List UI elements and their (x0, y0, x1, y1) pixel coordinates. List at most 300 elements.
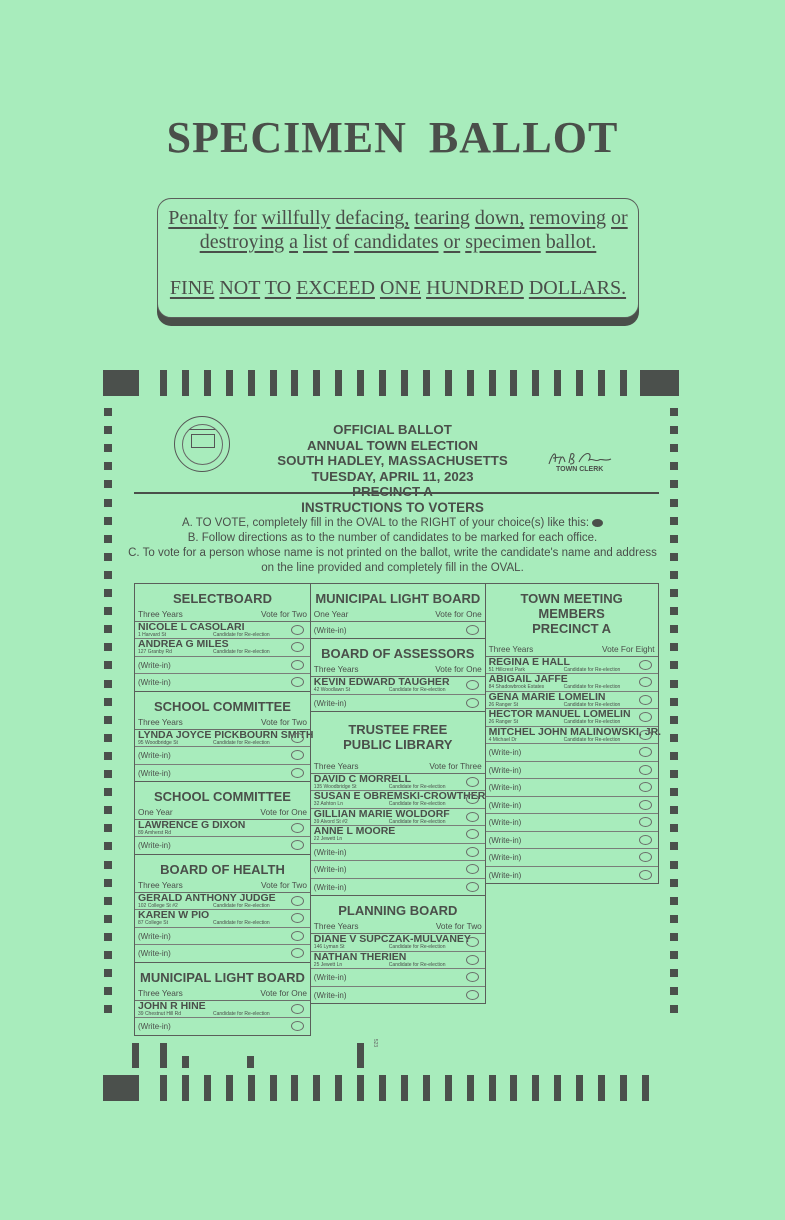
write-in-row[interactable] (135, 837, 310, 854)
timing-mark (104, 770, 112, 778)
race-title (486, 584, 658, 644)
candidate-row[interactable] (135, 728, 314, 748)
vote-oval-icon[interactable] (466, 698, 479, 708)
instruction-c: C. To vote for a person whose name is not printed on the ballot, write the candidate's name and address (128, 547, 657, 559)
write-in-row[interactable] (135, 945, 310, 962)
timing-mark (670, 752, 678, 760)
write-in-row[interactable] (486, 762, 658, 780)
timing-mark (670, 824, 678, 832)
candidate-address: 4 Michael Dr (488, 736, 517, 743)
candidate-note: Candidate for Re-election (388, 801, 446, 808)
vote-oval-icon[interactable] (466, 882, 479, 892)
candidate-row[interactable] (311, 826, 485, 844)
candidate-row[interactable] (135, 893, 310, 911)
candidate-name: LAWRENCE G DIXON (138, 818, 246, 831)
candidate-name: GENA MARIE LOMELIN (488, 690, 606, 703)
penalty-word: DOLLARS. (528, 277, 627, 299)
candidate-row[interactable] (311, 791, 485, 809)
candidate-name: JOHN R HINE (138, 999, 206, 1012)
candidate-address: 22 Jewett Ln (313, 836, 343, 843)
penalty-word: candidates (354, 231, 439, 253)
timing-mark (670, 842, 678, 850)
vote-oval-icon[interactable] (291, 1021, 304, 1031)
penalty-notice (157, 198, 639, 318)
candidate-name: GILLIAN MARIE WOLDORF (313, 807, 450, 820)
candidate-address: 39 Chestnut Hill Rd (138, 1010, 182, 1017)
instruction-a: A. TO VOTE, completely fill in the OVAL to the RIGHT of your choice(s) like this: (0, 516, 785, 531)
penalty-word: ONE (379, 277, 422, 299)
vote-oval-icon[interactable] (291, 931, 304, 941)
candidate-row[interactable] (486, 657, 658, 675)
voter-instructions (0, 500, 785, 576)
write-in-line[interactable]: (Write-in) (138, 931, 171, 941)
vote-oval-icon[interactable] (466, 937, 479, 947)
candidate-name: GERALD ANTHONY JUDGE (138, 891, 276, 904)
write-in-line[interactable]: (Write-in) (488, 818, 522, 828)
timing-mark (226, 370, 233, 396)
penalty-word: tearing (414, 207, 470, 229)
race-vote-for: Vote for Three (429, 760, 482, 771)
candidate-name: NICOLE L CASOLARI (138, 620, 245, 633)
vote-oval-icon[interactable] (291, 913, 304, 923)
penalty-word: EXCEED (296, 277, 375, 299)
candidate-name: HECTOR MANUEL LOMELIN (488, 708, 631, 721)
write-in-row[interactable] (135, 928, 310, 946)
timing-mark (670, 861, 678, 869)
timing-mark (160, 1075, 167, 1101)
candidate-name: MITCHEL JOHN MALINOWSKI, JR. (488, 725, 662, 738)
vote-oval-icon[interactable] (291, 733, 304, 743)
vote-oval-icon[interactable] (639, 747, 652, 757)
instruction-b: B. Follow directions as to the number of candidates to be marked for each office. (187, 532, 598, 544)
candidate-note: Candidate for Re-election (213, 739, 270, 746)
candidate-note: Candidate for Re-election (388, 818, 446, 825)
penalty-word: TO (264, 277, 292, 299)
write-in-row[interactable] (486, 814, 658, 832)
candidate-row[interactable] (311, 774, 485, 792)
vote-oval-icon[interactable] (639, 677, 652, 687)
write-in-line[interactable]: (Write-in) (138, 841, 171, 851)
timing-mark (335, 1075, 342, 1101)
timing-mark (104, 698, 112, 706)
specimen-ballot-title: SPECIMEN BALLOT (166, 113, 619, 162)
write-in-row[interactable] (311, 844, 485, 862)
timing-mark (357, 1043, 364, 1068)
timing-mark (270, 1075, 277, 1101)
timing-mark (576, 370, 583, 396)
candidate-name: REGINA E HALL (488, 655, 570, 668)
timing-mark (620, 370, 627, 396)
vote-oval-icon[interactable] (291, 768, 304, 778)
candidate-name: SUSAN E OBREMSKI-CROWTHER (313, 790, 486, 803)
vote-oval-icon[interactable] (466, 777, 479, 787)
vote-oval-icon[interactable] (291, 948, 304, 958)
vote-oval-icon[interactable] (291, 840, 304, 850)
clerk-signature-icon (545, 448, 617, 468)
timing-mark (104, 806, 112, 814)
race-municipal-light-board (310, 583, 486, 640)
write-in-row[interactable] (135, 747, 310, 765)
write-in-line[interactable]: (Write-in) (313, 698, 347, 708)
vote-oval-icon[interactable] (639, 765, 652, 775)
vote-oval-icon[interactable] (466, 955, 479, 965)
race-title: BOARD OF HEALTH (160, 861, 285, 877)
race-term-row (311, 609, 485, 622)
vote-oval-icon[interactable] (639, 835, 652, 845)
penalty-word: or (443, 231, 461, 253)
candidate-note: Candidate for Re-election (213, 1010, 270, 1017)
race-vote-for: Vote for One (260, 987, 307, 998)
vote-oval-icon[interactable] (291, 823, 304, 833)
penalty-word: or (611, 207, 628, 229)
candidate-note: Candidate for Re-election (563, 701, 621, 708)
timing-mark (248, 370, 255, 396)
penalty-word: list (303, 231, 328, 253)
candidate-row[interactable] (311, 952, 485, 970)
timing-mark (313, 1075, 320, 1101)
write-in-line[interactable]: (Write-in) (488, 853, 522, 863)
candidate-name: DAVID C MORRELL (313, 772, 412, 785)
race-term: Three Years (138, 879, 183, 890)
write-in-line[interactable]: (Write-in) (138, 768, 171, 778)
timing-mark (670, 680, 678, 688)
timing-mark (270, 370, 277, 396)
write-in-row[interactable] (486, 779, 658, 797)
vote-oval-icon[interactable] (466, 864, 479, 874)
timing-mark (379, 1075, 386, 1101)
race-planning-board (310, 895, 486, 1004)
write-in-row[interactable] (311, 969, 485, 987)
timing-mark (467, 1075, 474, 1101)
timing-mark (182, 1075, 189, 1101)
candidate-note: Candidate for Re-election (563, 666, 621, 673)
vote-oval-icon[interactable] (466, 829, 479, 839)
write-in-row[interactable] (486, 849, 658, 867)
write-in-line[interactable]: (Write-in) (488, 835, 522, 845)
race-vote-for: Vote for One (435, 608, 482, 619)
candidate-address: 84 Shadowbrook Estates (488, 684, 545, 691)
timing-mark (104, 716, 112, 724)
timing-mark (104, 752, 112, 760)
vote-oval-icon[interactable] (639, 695, 652, 705)
write-in-line[interactable]: (Write-in) (138, 1022, 171, 1032)
timing-mark (670, 951, 678, 959)
race-title-line-2: PRECINCT A (532, 620, 612, 636)
race-vote-for: Vote for Two (261, 608, 307, 619)
candidate-note: Candidate for Re-election (213, 649, 270, 656)
timing-mark (104, 842, 112, 850)
timing-mark (104, 607, 112, 615)
write-in-line[interactable]: (Write-in) (488, 748, 522, 758)
candidate-note: Candidate for Re-election (213, 631, 270, 638)
timing-mark (670, 788, 678, 796)
timing-mark (670, 716, 678, 724)
timing-mark (313, 370, 320, 396)
timing-mark (554, 370, 561, 396)
candidate-address: 95 Woodbridge St (138, 739, 178, 746)
timing-mark (248, 1075, 255, 1101)
candidate-address: 1 Harvard St (138, 631, 167, 638)
timing-mark (670, 987, 678, 995)
write-in-line[interactable]: (Write-in) (313, 865, 347, 875)
penalty-word: NOT (219, 277, 261, 299)
vote-oval-icon[interactable] (466, 794, 479, 804)
vote-oval-icon[interactable] (291, 642, 304, 652)
timing-mark (401, 1075, 408, 1101)
timing-mark (670, 625, 678, 633)
candidate-row[interactable] (486, 709, 658, 727)
race-term: Three Years (313, 921, 359, 932)
candidate-address: 87 College St (138, 920, 169, 927)
candidate-note: Candidate for Re-election (388, 961, 446, 968)
candidate-address: 25 Jewett Ln (313, 961, 343, 968)
race-term: Three Years (488, 643, 534, 654)
penalty-fine-line (158, 276, 638, 300)
vote-oval-icon[interactable] (466, 680, 479, 690)
vote-oval-icon[interactable] (466, 812, 479, 822)
race-term: Three Years (313, 760, 359, 771)
timing-mark (640, 370, 679, 396)
timing-mark (204, 1075, 211, 1101)
candidate-name: KAREN W PIO (138, 909, 210, 922)
timing-mark (104, 1005, 112, 1013)
timing-mark (104, 915, 112, 923)
write-in-line[interactable]: (Write-in) (488, 765, 522, 775)
penalty-word: for (233, 207, 257, 229)
write-in-row[interactable] (311, 987, 485, 1004)
candidate-address: 127 Granby Rd (138, 649, 172, 656)
candidate-row[interactable] (135, 1001, 310, 1019)
candidate-row[interactable] (135, 820, 310, 838)
candidate-row[interactable] (486, 674, 658, 692)
write-in-line[interactable]: (Write-in) (138, 678, 171, 688)
timing-mark (104, 824, 112, 832)
write-in-line[interactable]: (Write-in) (313, 847, 347, 857)
header-divider (134, 492, 659, 494)
instruction-c-cont: on the line provided and completely fill in the OVAL. (261, 562, 524, 574)
candidate-name: ANNE L MOORE (313, 825, 396, 838)
timing-mark (104, 879, 112, 887)
candidate-note: Candidate for Re-election (388, 783, 446, 790)
timing-mark (598, 370, 605, 396)
vote-oval-icon[interactable] (466, 625, 479, 635)
candidate-row[interactable] (311, 677, 485, 695)
candidate-note: Candidate for Re-election (213, 902, 270, 909)
race-vote-for: Vote for One (435, 664, 482, 675)
race-title: PLANNING BOARD (338, 903, 458, 919)
ballot-column-middle (310, 584, 486, 1004)
race-vote-for: Vote for Two (435, 921, 482, 932)
timing-mark (182, 370, 189, 396)
race-term-row (135, 988, 310, 1001)
timing-mark (598, 1075, 605, 1101)
candidate-row[interactable] (311, 934, 485, 952)
vote-oval-icon[interactable] (639, 870, 652, 880)
timing-mark (620, 1075, 627, 1101)
timing-mark (104, 408, 112, 416)
vote-oval-icon[interactable] (291, 750, 304, 760)
write-in-row[interactable] (311, 861, 485, 879)
write-in-line[interactable]: (Write-in) (313, 990, 347, 1000)
header-election: ANNUAL TOWN ELECTION (307, 437, 478, 453)
vote-oval-icon[interactable] (466, 847, 479, 857)
write-in-row[interactable] (135, 1018, 310, 1035)
vote-oval-icon[interactable] (466, 972, 479, 982)
race-term-row (135, 807, 310, 820)
candidate-row[interactable] (486, 692, 658, 710)
penalty-word: willfully (261, 207, 331, 229)
write-in-line[interactable]: (Write-in) (313, 973, 347, 983)
race-term: Three Years (138, 987, 183, 998)
timing-mark (160, 370, 167, 396)
candidate-note: Candidate for Re-election (213, 920, 270, 927)
race-title (311, 712, 485, 761)
candidate-row[interactable] (135, 639, 310, 657)
vote-oval-icon[interactable] (639, 660, 652, 670)
timing-mark (226, 1075, 233, 1101)
write-in-line[interactable]: (Write-in) (313, 882, 347, 892)
write-in-row[interactable] (486, 832, 658, 850)
write-in-row[interactable] (135, 674, 310, 691)
timing-mark (357, 1075, 364, 1101)
timing-mark (510, 1075, 517, 1101)
vote-oval-icon[interactable] (639, 730, 652, 740)
race-title: SCHOOL COMMITTEE (154, 698, 291, 714)
timing-mark (670, 643, 678, 651)
instructions-heading: INSTRUCTIONS TO VOTERS (301, 500, 484, 515)
timing-mark (532, 1075, 539, 1101)
write-in-row[interactable] (311, 879, 485, 896)
vote-oval-icon[interactable] (639, 800, 652, 810)
candidate-row[interactable] (311, 809, 485, 827)
vote-oval-icon[interactable] (639, 712, 652, 722)
race-municipal-light-board (134, 962, 311, 1036)
candidate-row[interactable] (486, 725, 662, 745)
timing-mark (670, 879, 678, 887)
vote-oval-icon[interactable] (639, 782, 652, 792)
timing-mark (401, 370, 408, 396)
race-term: One Year (138, 806, 173, 817)
ballot-column-right (485, 584, 662, 884)
write-in-row[interactable] (486, 797, 658, 815)
candidate-address: 26 Ranger St (488, 701, 519, 708)
timing-mark (247, 1056, 254, 1068)
write-in-line[interactable]: (Write-in) (313, 625, 347, 635)
timing-mark (670, 969, 678, 977)
vote-oval-icon[interactable] (291, 660, 304, 670)
race-school-committee (134, 781, 311, 855)
race-term-row (486, 644, 658, 657)
vote-oval-icon[interactable] (291, 1004, 304, 1014)
write-in-line[interactable]: (Write-in) (138, 751, 171, 761)
timing-mark (291, 370, 298, 396)
timing-mark (532, 370, 539, 396)
timing-mark (104, 680, 112, 688)
timing-mark (160, 1043, 167, 1068)
timing-mark (670, 933, 678, 941)
timing-mark (357, 370, 364, 396)
vote-oval-icon[interactable] (639, 817, 652, 827)
penalty-word: defacing, (335, 207, 410, 229)
timing-mark (576, 1075, 583, 1101)
candidate-address: 102 College St #2 (138, 902, 178, 909)
header-date: TUESDAY, APRIL 11, 2023 (311, 468, 474, 484)
candidate-note: Candidate for Re-election (388, 944, 446, 951)
write-in-line[interactable]: (Write-in) (138, 660, 171, 670)
race-title-line-1: TRUSTEE FREE (348, 721, 448, 737)
candidate-address: 89 Amherst Rd (138, 829, 172, 836)
write-in-line[interactable]: (Write-in) (488, 800, 522, 810)
timing-mark (103, 370, 139, 396)
race-vote-for: Vote for Two (261, 716, 307, 727)
write-in-row[interactable] (486, 744, 658, 762)
candidate-address: 135 Woodbridge St (313, 783, 357, 790)
write-in-row[interactable] (135, 765, 310, 782)
candidate-name: ANDREA G MILES (138, 638, 229, 651)
race-term-row (135, 880, 310, 893)
timing-mark (291, 1075, 298, 1101)
vote-oval-icon[interactable] (291, 677, 304, 687)
penalty-word: specimen (465, 231, 541, 253)
vote-oval-icon[interactable] (639, 852, 652, 862)
penalty-word: removing (529, 207, 607, 229)
race-town-meeting-members-precinct-a (485, 583, 662, 885)
penalty-word: destroying (199, 231, 285, 253)
penalty-word: a (289, 231, 299, 253)
vote-oval-icon[interactable] (291, 896, 304, 906)
write-in-line[interactable]: (Write-in) (488, 783, 522, 793)
timing-mark (642, 1075, 649, 1101)
race-term: Three Years (138, 608, 183, 619)
timing-mark (104, 788, 112, 796)
race-title: MUNICIPAL LIGHT BOARD (315, 590, 481, 606)
candidate-row[interactable] (135, 622, 310, 640)
candidate-name: ABIGAIL JAFFE (488, 673, 568, 686)
write-in-line[interactable]: (Write-in) (138, 949, 171, 959)
race-term-row (311, 761, 485, 774)
timing-mark (104, 987, 112, 995)
race-title-line-2: PUBLIC LIBRARY (343, 736, 453, 752)
write-in-line[interactable]: (Write-in) (488, 870, 522, 880)
timing-mark (670, 915, 678, 923)
vote-oval-icon[interactable] (466, 990, 479, 1000)
timing-mark (423, 370, 430, 396)
timing-mark (670, 698, 678, 706)
timing-mark (670, 408, 678, 416)
timing-mark (104, 661, 112, 669)
penalty-word: of (332, 231, 350, 253)
candidate-note: Candidate for Re-election (388, 687, 446, 694)
write-in-row[interactable] (135, 657, 310, 675)
timing-mark (335, 370, 342, 396)
timing-mark (423, 1075, 430, 1101)
timing-mark (103, 1075, 139, 1101)
candidate-note: Candidate for Re-election (563, 736, 621, 743)
race-term: Three Years (138, 716, 183, 727)
penalty-word: down, (474, 207, 525, 229)
candidate-row[interactable] (135, 910, 310, 928)
race-term: One Year (313, 608, 349, 619)
race-vote-for: Vote For Eight (602, 643, 655, 654)
candidate-name: NATHAN THERIEN (313, 950, 407, 963)
write-in-row[interactable] (311, 695, 485, 712)
vote-oval-icon[interactable] (291, 625, 304, 635)
penalty-word: Penalty (168, 207, 229, 229)
write-in-row[interactable] (311, 622, 485, 639)
candidate-name: DIANE V SUPCZAK-MULVANEY (313, 933, 471, 946)
timing-mark (670, 770, 678, 778)
write-in-row[interactable] (486, 867, 658, 884)
